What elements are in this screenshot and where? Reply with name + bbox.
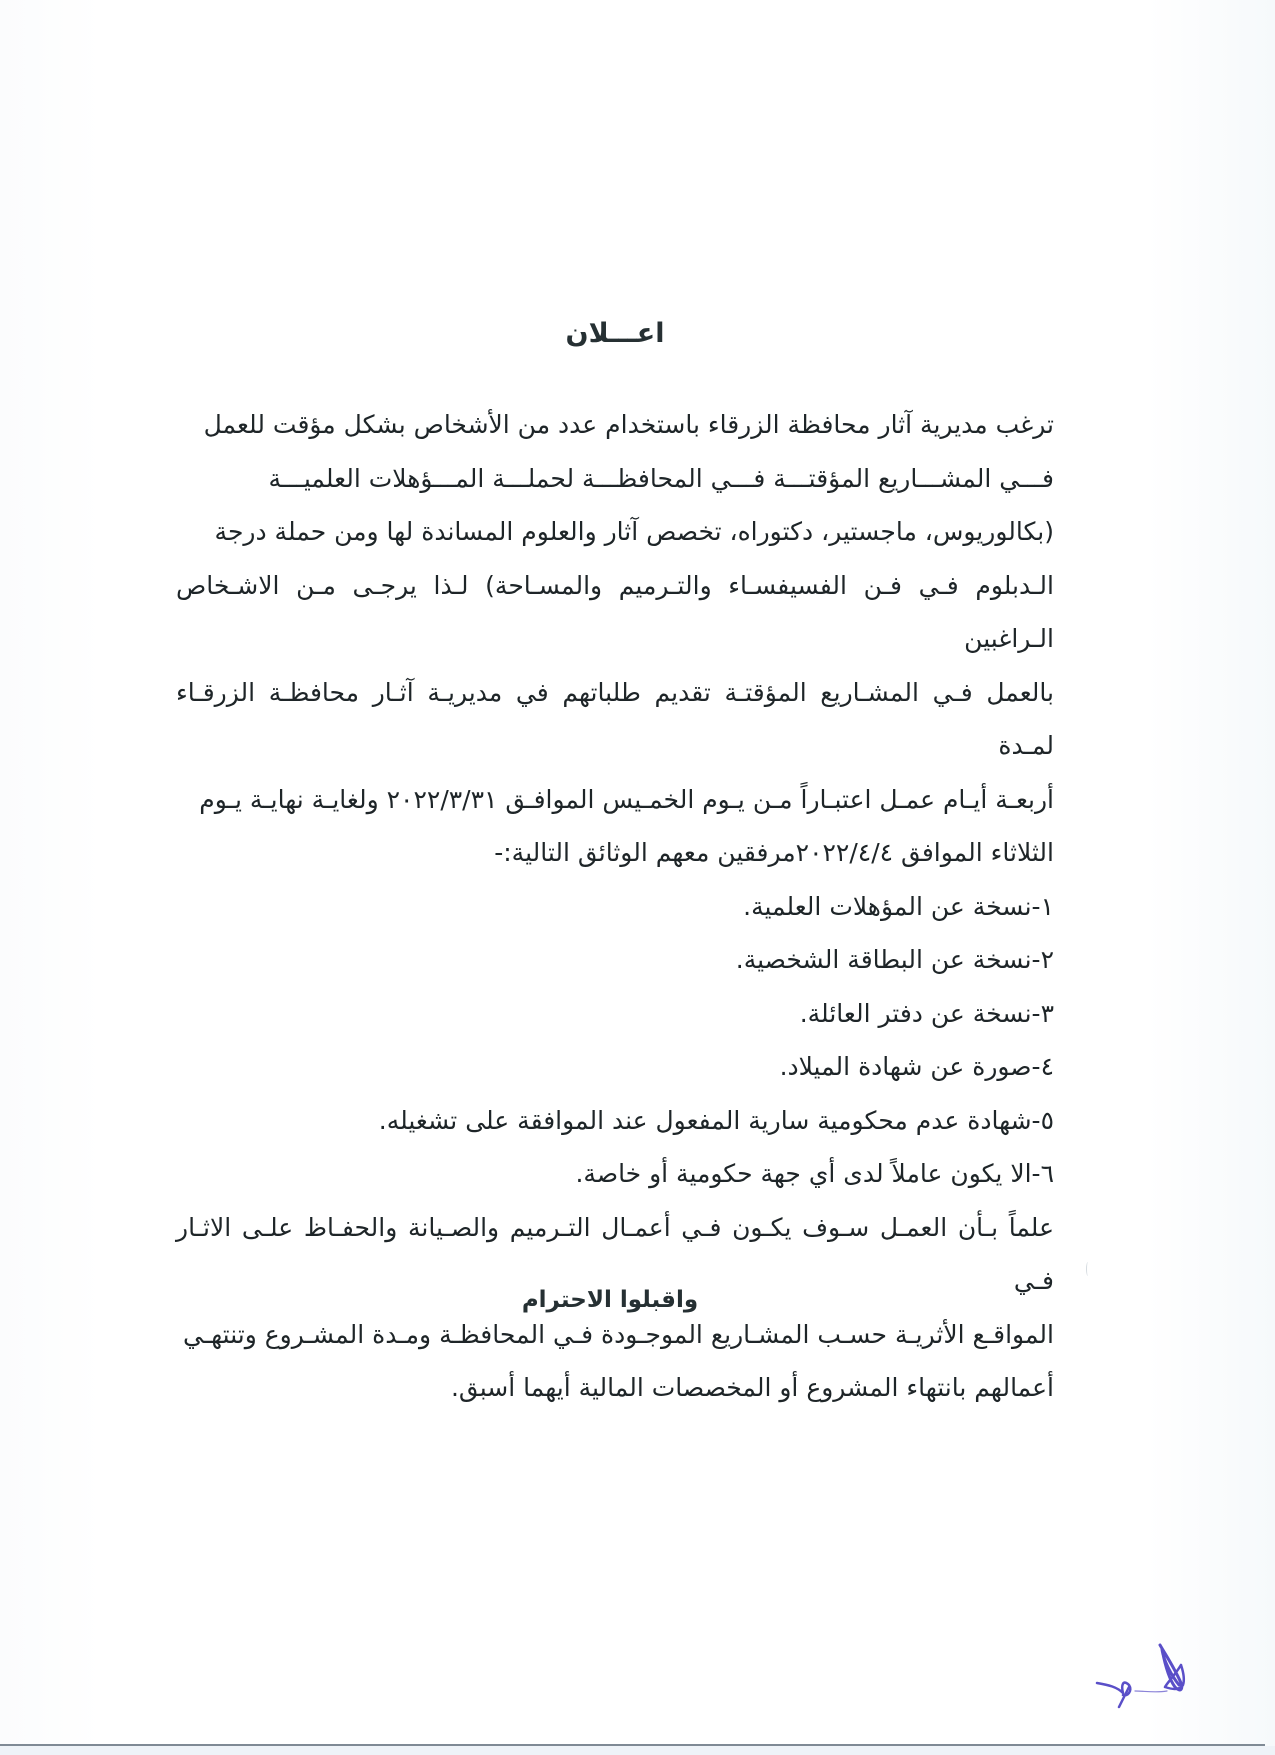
paragraph-line: (بكالوريوس، ماجستير، دكتوراه، تخصص آثار والعلوم المساندة لها ومن حملة درجة — [214, 517, 1054, 546]
requirement-item: ٥-شهادة عدم محكومية سارية المفعول عند الموافقة على تشغيله. — [378, 1105, 1054, 1135]
paragraph-line: الثلاثاء الموافق ٢٠٢٢/٤/٤مرفقين معهم الوثائق التالية:- — [494, 838, 1054, 867]
handwritten-signature — [1095, 1635, 1205, 1715]
note-line: أعمالهم بانتهاء المشروع أو المخصصات المالية أيهما أسبق. — [450, 1373, 1054, 1402]
requirement-item: ٤-صورة عن شهادة الميلاد. — [779, 1052, 1054, 1081]
requirement-item: ٦-الا يكون عاملاً لدى أي جهة حكومية أو خاصة. — [575, 1159, 1054, 1188]
requirement-item: ٣-نسخة عن دفتر العائلة. — [799, 998, 1054, 1028]
announcement-title: اعـــلان — [565, 318, 665, 349]
intro-paragraph — [176, 398, 1054, 880]
paragraph-line: بالعمل فـي المشـاريع المؤقتـة تقديم طلباتهم في مديريـة آثـار محافظـة الزرقـاء لمـدة — [176, 677, 1054, 760]
note-line: علماً بـأن العمـل سـوف يكـون فـي أعمـال التـرميم والصـيانة والحفـاظ علـى الاثـار فـي — [176, 1212, 1054, 1295]
requirement-item: ٢-نسخة عن البطاقة الشخصية. — [735, 945, 1054, 974]
signature-stroke — [1097, 1683, 1130, 1707]
note-line: المواقـع الأثريـة حسـب المشـاريع الموجـودة فـي المحافظـة ومـدة المشـروع وتنتهـي — [182, 1319, 1054, 1349]
paragraph-line: ترغب مديرية آثار محافظة الزرقاء باستخدام عدد من الأشخاص بشكل مؤقت للعمل — [203, 410, 1054, 439]
requirements-list — [176, 880, 1054, 1201]
requirement-item: ١-نسخة عن المؤهلات العلمية. — [743, 891, 1054, 921]
announcement-body — [176, 398, 1054, 1415]
paragraph-line: فـــي المشـــاريع المؤقتـــة فـــي المحافظـــة لحملـــة المـــؤهلات العلميـــة — [268, 463, 1054, 493]
scanner-bed-strip — [0, 1746, 1275, 1755]
margin-scan-mark — [1086, 1262, 1090, 1276]
signature-stroke — [1135, 1691, 1167, 1692]
closing-salutation: واقبلوا الاحترام — [521, 1287, 699, 1313]
paragraph-line: أربعـة أيـام عمـل اعتبـاراً مـن يـوم الخمـيس الموافـق ٢٠٢٢/٣/٣١ ولغايـة نهايـة يـوم — [199, 784, 1054, 814]
paragraph-line: الـدبلوم فـي فـن الفسيفسـاء والتـرميم والمسـاحة) لـذا يرجـى مـن الاشـخاص الـراغبين — [176, 570, 1054, 653]
